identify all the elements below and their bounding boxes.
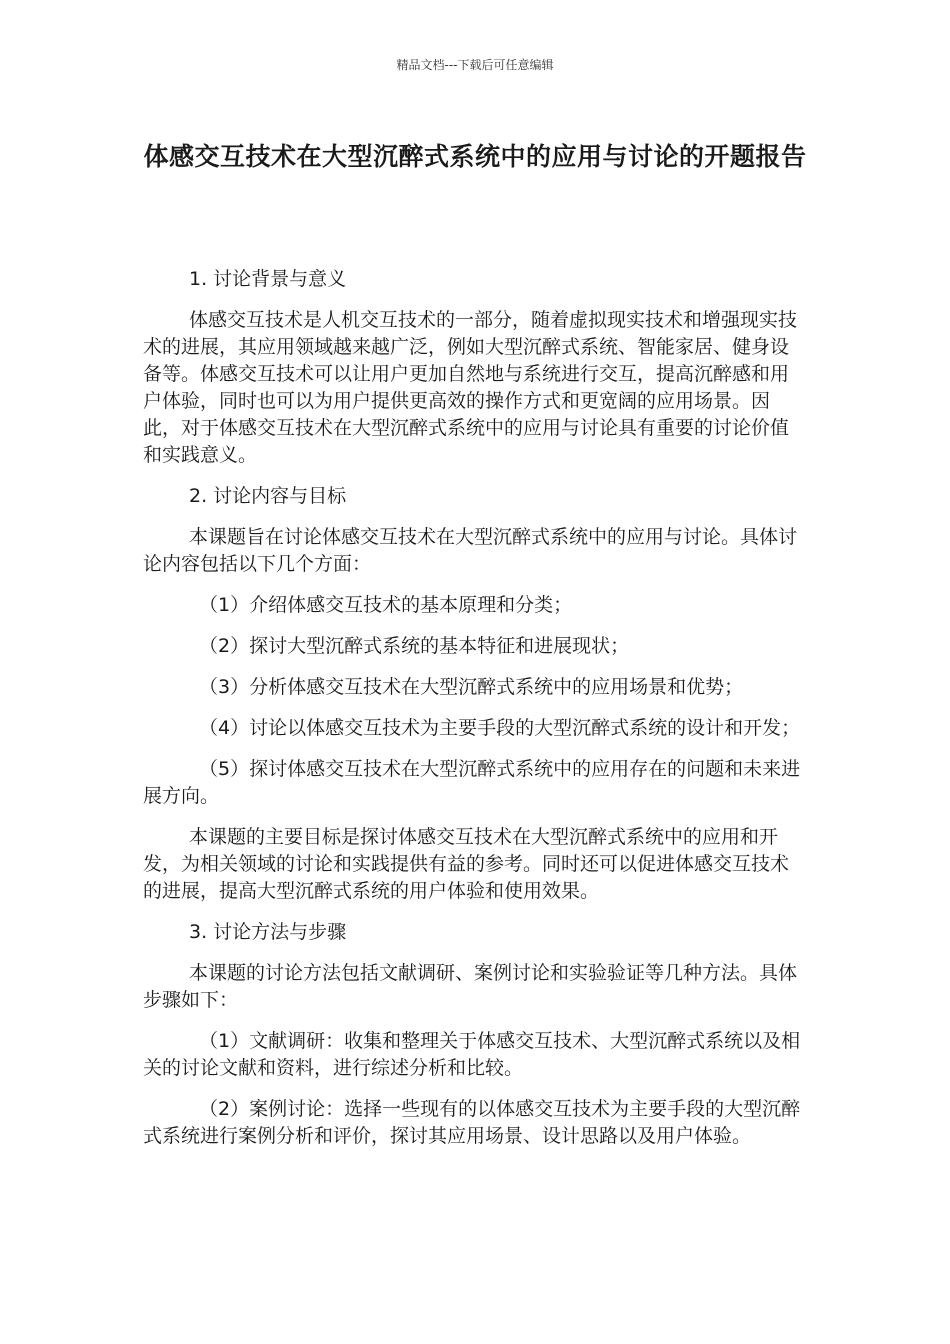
section-2-outro: 本课题的主要目标是探讨体感交互技术在大型沉醉式系统中的应用和开发，为相关领域的讨论和实践提供有益的参考。同时还可以促进体感交互技术的进展，提高大型沉醉式系统的用户体验和使用效果。 xyxy=(143,826,790,902)
section-2-list-item: （1）介绍体感交互技术的基本原理和分类； xyxy=(199,594,573,616)
section-1-heading: 1. 讨论背景与意义 xyxy=(189,268,347,290)
section-1-paragraph: 体感交互技术是人机交互技术的一部分，随着虚拟现实技术和增强现实技术的进展，其应用领域越来越广泛，例如大型沉醉式系统、智能家居、健身设备等。体感交互技术可以让用户更加自然地与系统进行交互，提高沉醉感和用户体验，同时也可以为用户提供更高效的操作方式和更宽阔的应用场景。因此，对于体感交互技术在大型沉醉式系统中的应用与讨论具有重要的讨论价值和实践意义。 xyxy=(143,309,798,466)
document-body xyxy=(143,266,807,1164)
section-3-list-item: （2）案例讨论：选择一些现有的以体感交互技术为主要手段的大型沉醉式系统进行案例分析和评价，探讨其应用场景、设计思路以及用户体验。 xyxy=(143,1098,801,1147)
section-2-list-item: （5）探讨体感交互技术在大型沉醉式系统中的应用存在的问题和未来进展方向。 xyxy=(143,758,801,807)
section-2-intro: 本课题旨在讨论体感交互技术在大型沉醉式系统中的应用与讨论。具体讨论内容包括以下几个方面： xyxy=(143,526,798,575)
page-header: 精品文档---下载后可任意编辑 xyxy=(396,58,554,72)
document-title: 体感交互技术在大型沉醉式系统中的应用与讨论的开题报告 xyxy=(143,142,807,171)
section-3-list-item: （1）文献调研：收集和整理关于体感交互技术、大型沉醉式系统以及相关的讨论文献和资料，进行综述分析和比较。 xyxy=(143,1030,801,1079)
section-2-list-item: （3）分析体感交互技术在大型沉醉式系统中的应用场景和优势； xyxy=(199,676,744,698)
section-3-heading: 3. 讨论方法与步骤 xyxy=(189,921,347,943)
section-2-list-item: （4）讨论以体感交互技术为主要手段的大型沉醉式系统的设计和开发； xyxy=(199,717,801,739)
section-2-list-item: （2）探讨大型沉醉式系统的基本特征和进展现状； xyxy=(199,635,630,657)
section-2-heading: 2. 讨论内容与目标 xyxy=(189,485,347,507)
section-3-intro: 本课题的讨论方法包括文献调研、案例讨论和实验验证等几种方法。具体步骤如下： xyxy=(143,962,798,1011)
